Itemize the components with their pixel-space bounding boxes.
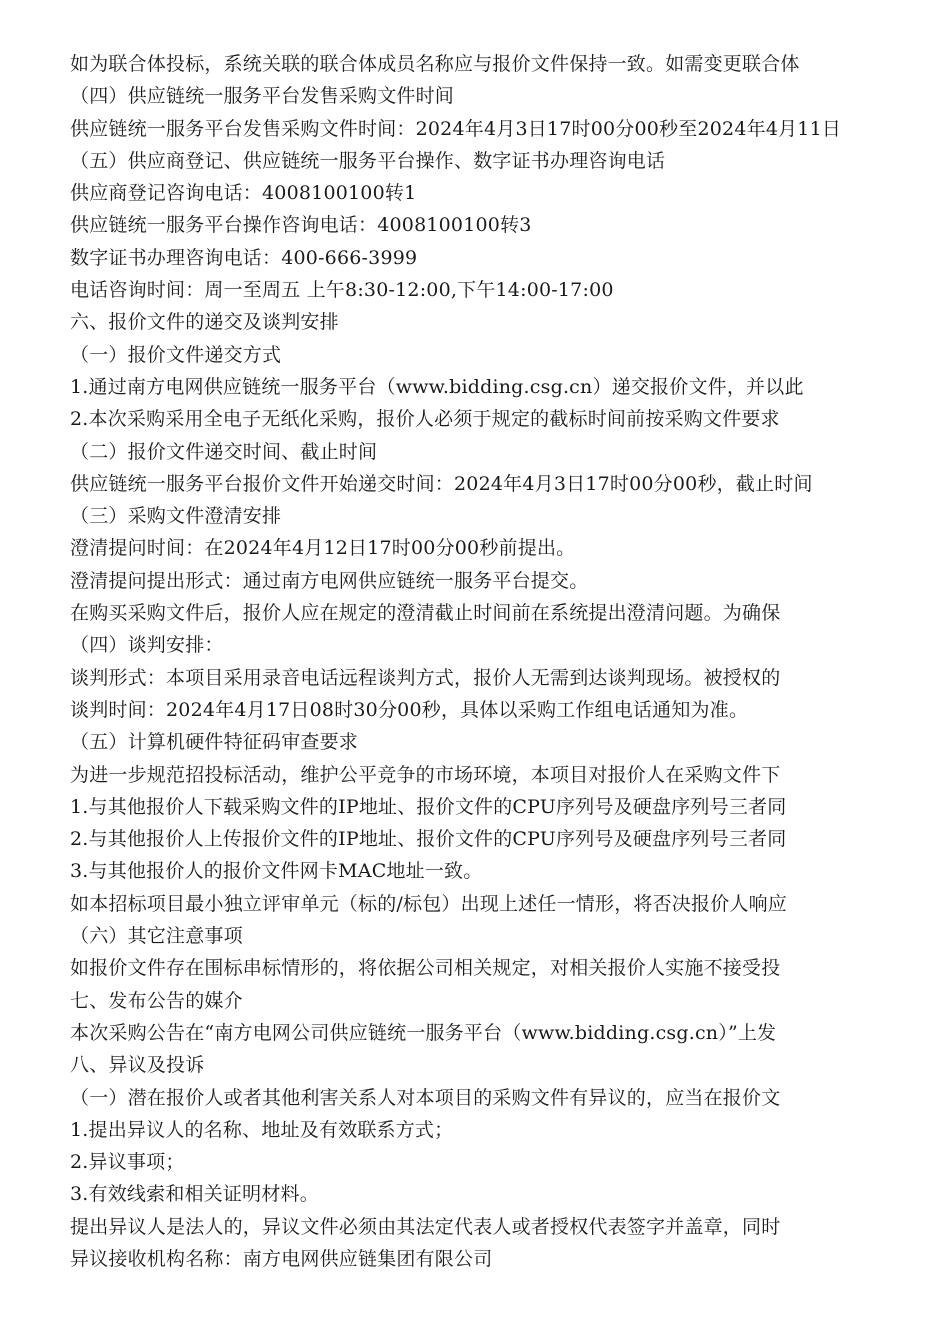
- text-line: 2.本次采购采用全电子无纸化采购，报价人必须于规定的截标时间前按采购文件要求: [70, 408, 780, 431]
- section-heading: （四）谈判安排：: [70, 634, 224, 657]
- text-line: 供应链统一服务平台发售采购文件时间：2024年4月3日17时00分00秒至2024年4月11日: [70, 117, 842, 140]
- section-heading: （五）供应商登记、供应链统一服务平台操作、数字证书办理咨询电话: [70, 149, 666, 172]
- text-line: 电话咨询时间：周一至周五 上午8:30-12:00,下午14:00-17:00: [70, 279, 614, 302]
- text-line: 谈判形式：本项目采用录音电话远程谈判方式，报价人无需到达谈判现场。被授权的: [70, 666, 781, 689]
- text-line: 如报价文件存在围标串标情形的，将依据公司相关规定，对相关报价人实施不接受投: [70, 957, 781, 980]
- section-heading: （四）供应链统一服务平台发售采购文件时间: [70, 85, 455, 108]
- text-line: 3.有效线索和相关证明材料。: [70, 1183, 319, 1206]
- text-line: 谈判时间：2024年4月17日08时30分00秒，具体以采购工作组电话通知为准。: [70, 698, 749, 721]
- text-line: 为进一步规范招投标活动，维护公平竞争的市场环境，本项目对报价人在采购文件下: [70, 763, 781, 786]
- text-line: 1.提出异议人的名称、地址及有效联系方式；: [70, 1118, 454, 1141]
- text-line: （一）潜在报价人或者其他利害关系人对本项目的采购文件有异议的，应当在报价文: [70, 1086, 781, 1109]
- section-heading: （二）报价文件递交时间、截止时间: [70, 440, 378, 463]
- section-heading: （三）采购文件澄清安排: [70, 505, 282, 528]
- text-line: 在购买采购文件后，报价人应在规定的澄清截止时间前在系统提出澄清问题。为确保: [70, 602, 781, 625]
- text-line: 2.与其他报价人上传报价文件的IP地址、报价文件的CPU序列号及硬盘序列号三者同: [70, 828, 787, 851]
- text-line: 如为联合体投标，系统关联的联合体成员名称应与报价文件保持一致。如需变更联合体: [70, 53, 800, 75]
- text-line: 3.与其他报价人的报价文件网卡MAC地址一致。: [70, 860, 483, 883]
- text-line: 2.异议事项；: [70, 1151, 185, 1174]
- text-line: 澄清提问提出形式：通过南方电网供应链统一服务平台提交。: [70, 569, 589, 592]
- text-line: 数字证书办理咨询电话：400-666-3999: [70, 246, 418, 269]
- text-line: 1.通过南方电网供应链统一服务平台（www.bidding.csg.cn）递交报价文件，并以此: [70, 375, 804, 398]
- document-body: [70, 48, 892, 1275]
- section-heading: （六）其它注意事项: [70, 925, 243, 948]
- text-line: 如本招标项目最小独立评审单元（标的/标包）出现上述任一情形，将否决报价人响应: [70, 892, 788, 915]
- section-heading: （五）计算机硬件特征码审查要求: [70, 731, 359, 754]
- chapter-heading: 八、异议及投诉: [70, 1054, 205, 1077]
- text-line: 本次采购公告在“南方电网公司供应链统一服务平台（www.bidding.csg.cn）”上发: [70, 1021, 777, 1044]
- text-line: 澄清提问时间：在2024年4月12日17时00分00秒前提出。: [70, 537, 576, 560]
- text-line: 1.与其他报价人下载采购文件的IP地址、报价文件的CPU序列号及硬盘序列号三者同: [70, 795, 787, 818]
- section-heading: （一）报价文件递交方式: [70, 343, 282, 366]
- chapter-heading: 七、发布公告的媒介: [70, 989, 243, 1012]
- text-line: 提出异议人是法人的，异议文件必须由其法定代表人或者授权代表签字并盖章，同时: [70, 1215, 781, 1238]
- text-line: 供应链统一服务平台报价文件开始递交时间：2024年4月3日17时00分00秒，截止时间: [70, 472, 813, 495]
- text-line: 供应商登记咨询电话：4008100100转1: [70, 182, 417, 205]
- text-line: 异议接收机构名称：南方电网供应链集团有限公司: [70, 1247, 493, 1270]
- text-line: 供应链统一服务平台操作咨询电话：4008100100转3: [70, 214, 532, 237]
- chapter-heading: 六、报价文件的递交及谈判安排: [70, 311, 339, 334]
